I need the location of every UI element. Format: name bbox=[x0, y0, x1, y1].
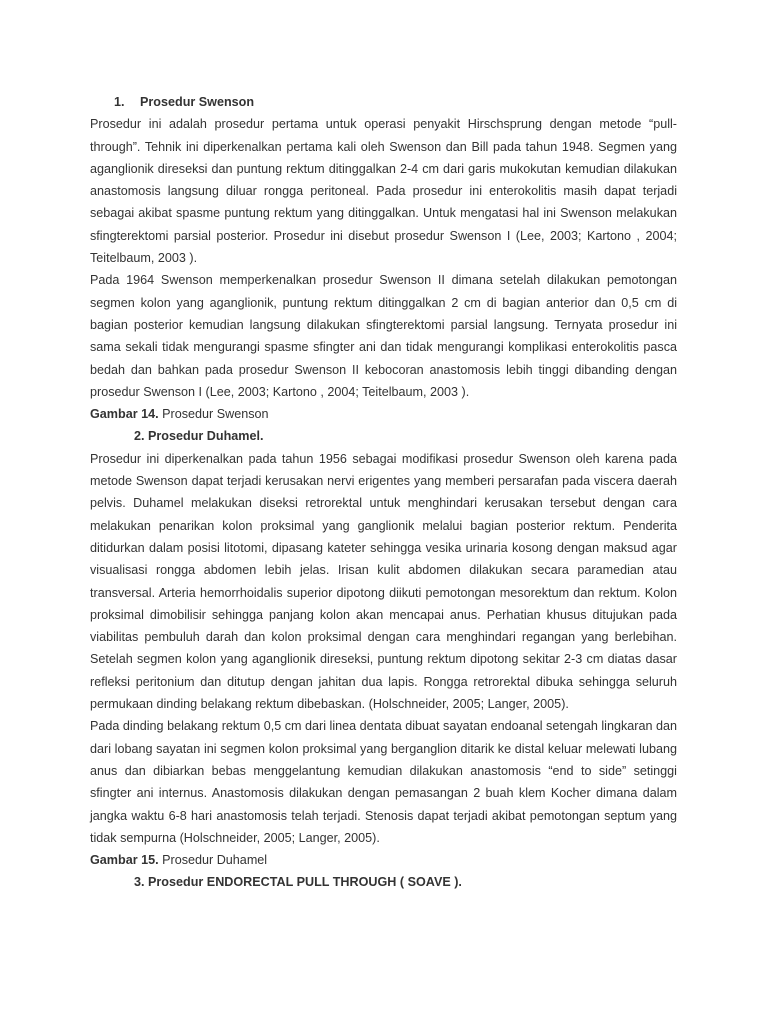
section-heading-duhamel: 2. Prosedur Duhamel. bbox=[134, 429, 264, 444]
section-heading-swenson bbox=[90, 91, 677, 113]
figure-caption-14 bbox=[90, 403, 677, 425]
paragraph: Pada dinding belakang rektum 0,5 cm dari linea dentata dibuat sayatan endoanal setengah lingkaran dan dari lobang sayatan ini segmen kolon proksimal yang berganglion ditarik ke distal keluar melewati lubang anus dan dibiarkan bebas menggelantung kemudian dilakukan anastomosis “end to side” setinggi sfingter ani internus. Anastomosis dilakukan dengan pemasangan 2 buah klem Kocher dimana dalam jangka waktu 6-8 hari anastomosis telah terjadi. Stenosis dapat terjadi akibat pemotongan septum yang tidak sempurna (Holschneider, 2005; Langer, 2005). bbox=[90, 719, 677, 845]
caption-text: Prosedur Duhamel bbox=[158, 853, 268, 868]
figure-caption-15 bbox=[90, 849, 677, 871]
paragraph: Pada 1964 Swenson memperkenalkan prosedur Swenson II dimana setelah dilakukan pemotongan segmen kolon yang aganglionik, puntung rektum ditinggalkan 2 cm di bagian anterior dan 0,5 cm di bagian posterior kemudian langsung dilakukan sfingterektomi parsial langsung. Ternyata prosedur ini sama sekali tidak mengurangi spasme sfingter ani dan tidak mengurangi komplikasi enterokolitis pasca bedah dan bahkan pada prosedur Swenson II kebocoran anastomosis lebih tinggi dibanding dengan prosedur Swenson I (Lee, 2003; Kartono , 2004; Teitelbaum, 2003 ). bbox=[90, 273, 677, 399]
section-number: 1. bbox=[114, 95, 125, 109]
caption-text: Prosedur Swenson bbox=[158, 407, 269, 422]
section-heading-soave: 3. Prosedur ENDORECTAL PULL THROUGH ( SOAVE ). bbox=[134, 875, 462, 890]
caption-label: Gambar 15. bbox=[90, 853, 159, 868]
document-body bbox=[90, 91, 677, 894]
paragraph: Prosedur ini adalah prosedur pertama untuk operasi penyakit Hirschsprung dengan metode “pull-through”. Tehnik ini diperkenalkan pertama kali oleh Swenson dan Bill pada tahun 1948. Segmen yang aganglionik direseksi dan puntung rektum ditinggalkan 2-4 cm dari garis mukokutan kemudian dilakukan anastomosis langsung diluar rongga peritoneal. Pada prosedur ini enterokolitis masih dapat terjadi sebagai akibat spasme puntung rektum yang ditinggalkan. Untuk mengatasi hal ini Swenson melakukan sfingterektomi parsial posterior. Prosedur ini disebut prosedur Swenson I (Lee, 2003; Kartono , 2004; Teitelbaum, 2003 ). bbox=[90, 117, 677, 266]
caption-label: Gambar 14. bbox=[90, 407, 159, 422]
paragraph: Prosedur ini diperkenalkan pada tahun 1956 sebagai modifikasi prosedur Swenson oleh karena pada metode Swenson dapat terjadi kerusakan nervi erigentes yang memberi persarafan pada viscera daerah pelvis. Duhamel melakukan diseksi retrorektal untuk menghindari kerusakan tersebut dengan cara melakukan penarikan kolon proksimal yang ganglionik melalui bagian posterior rektum. Penderita ditidurkan dalam posisi litotomi, dipasang kateter sehingga vesika urinaria kosong dengan maksud agar visualisasi rongga abdomen lebih jelas. Irisan kulit abdomen dilakukan secara paramedian atau transversal. Arteria hemorrhoidalis superior dipotong diikuti pemotongan mesorektum dan rektum. Kolon proksimal dimobilisir sehingga panjang kolon akan mencapai anus. Perhatian khusus ditujukan pada viabilitas pembuluh darah dan kolon proksimal dengan cara menghindari regangan yang berlebihan. Setelah segmen kolon yang aganglionik direseksi, puntung rektum dipotong sekitar 2-3 cm diatas dasar refleksi peritonium dan ditutup dengan jahitan dua lapis. Rongga retrorektal dibuka sehingga seluruh permukaan dinding belakang rektum dibebaskan. (Holschneider, 2005; Langer, 2005). bbox=[90, 451, 677, 712]
section-title: Prosedur Swenson bbox=[140, 95, 255, 109]
